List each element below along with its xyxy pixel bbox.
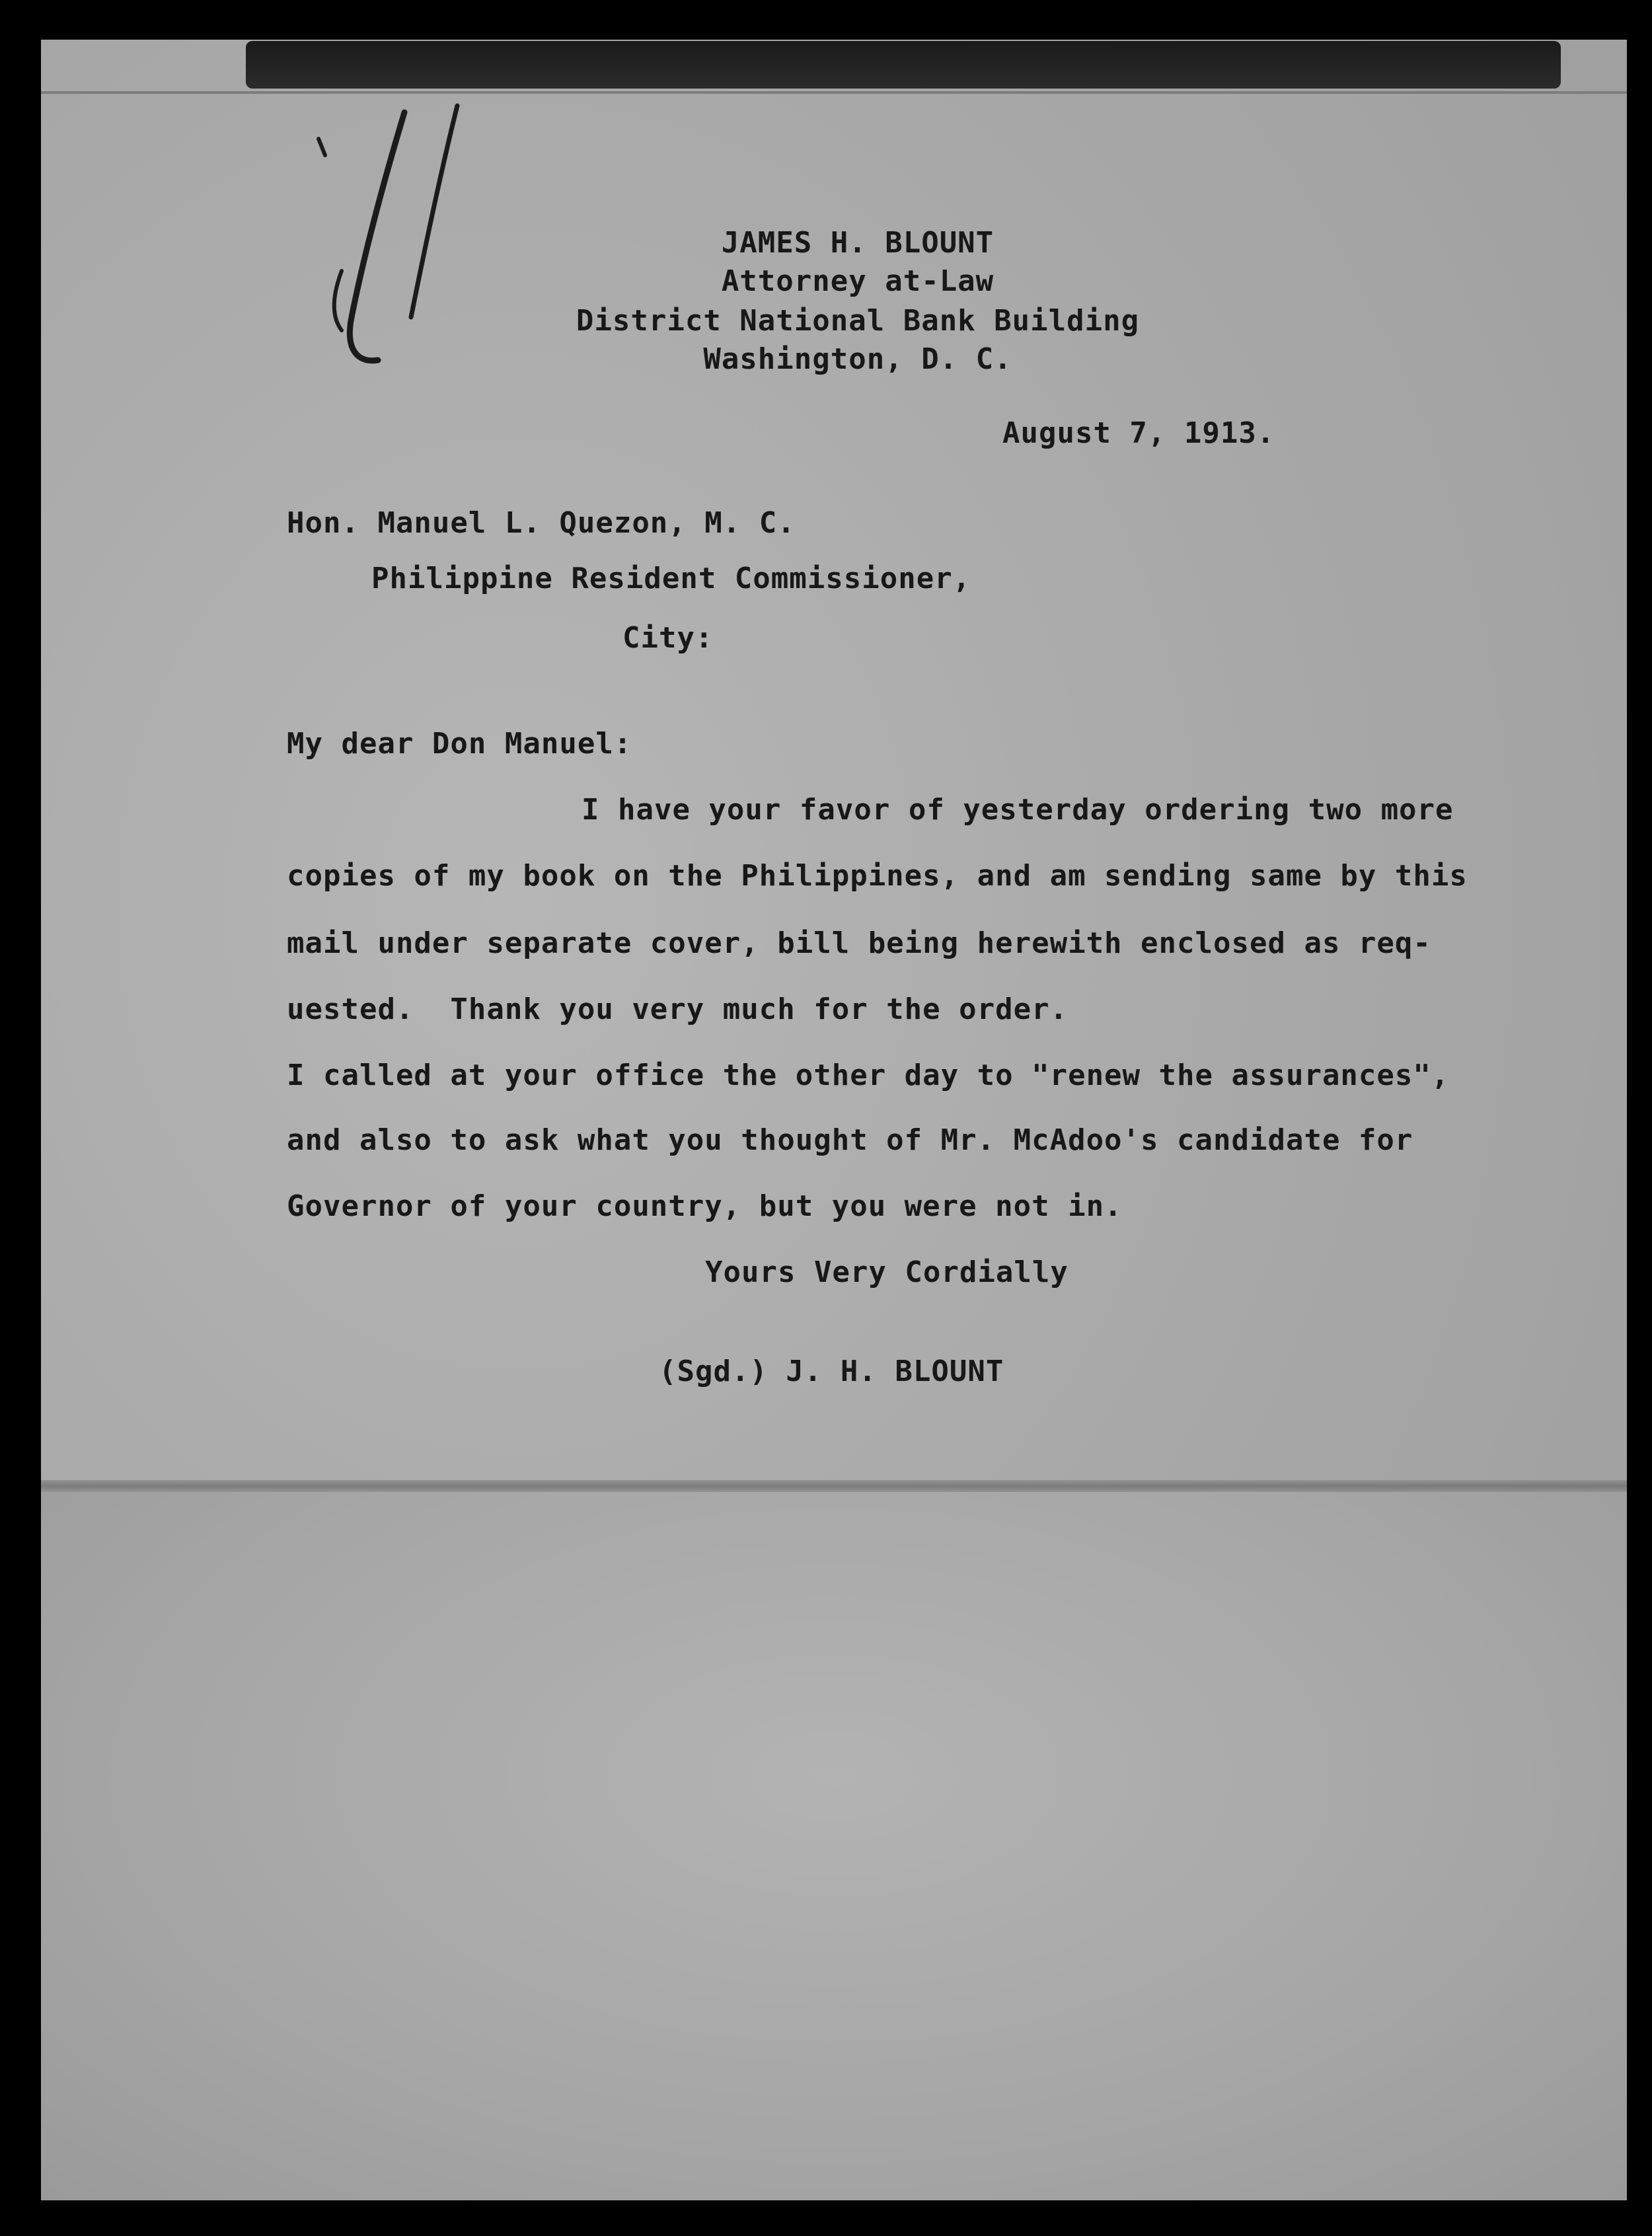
letterhead-profession: Attorney at-Law: [721, 264, 995, 298]
body-line: Governor of your country, but you were not in.: [287, 1189, 1123, 1223]
salutation: My dear Don Manuel:: [287, 727, 632, 761]
closing: Yours Very Cordially: [705, 1255, 1069, 1289]
body-line: I called at your office the other day to "renew the assurances",: [287, 1059, 1450, 1092]
recipient-name: Hon. Manuel L. Quezon, M. C.: [287, 506, 796, 540]
body-line: mail under separate cover, bill being herewith enclosed as req-: [287, 926, 1431, 960]
redaction-bar: [246, 41, 1561, 89]
body-line: copies of my book on the Philippines, and am sending same by this: [287, 859, 1468, 893]
page-top-edge: [41, 91, 1627, 94]
page-lower-blank: [41, 1492, 1627, 2200]
signature: (Sgd.) J. H. BLOUNT: [659, 1355, 1004, 1388]
body-line: uested. Thank you very much for the order.: [287, 992, 1069, 1026]
recipient-city: City:: [622, 621, 714, 655]
letter-page: [41, 40, 1627, 2200]
body-line: I have your favor of yesterday ordering two more: [582, 793, 1454, 827]
letter-date: August 7, 1913.: [1002, 416, 1275, 450]
body-line: and also to ask what you thought of Mr. McAdoo's candidate for: [287, 1123, 1413, 1157]
page-fold: [41, 1480, 1627, 1492]
letterhead-city: Washington, D. C.: [703, 342, 1012, 376]
letterhead-name: JAMES H. BLOUNT: [721, 226, 995, 260]
letterhead-building: District National Bank Building: [576, 304, 1140, 338]
recipient-title: Philippine Resident Commissioner,: [371, 562, 971, 595]
